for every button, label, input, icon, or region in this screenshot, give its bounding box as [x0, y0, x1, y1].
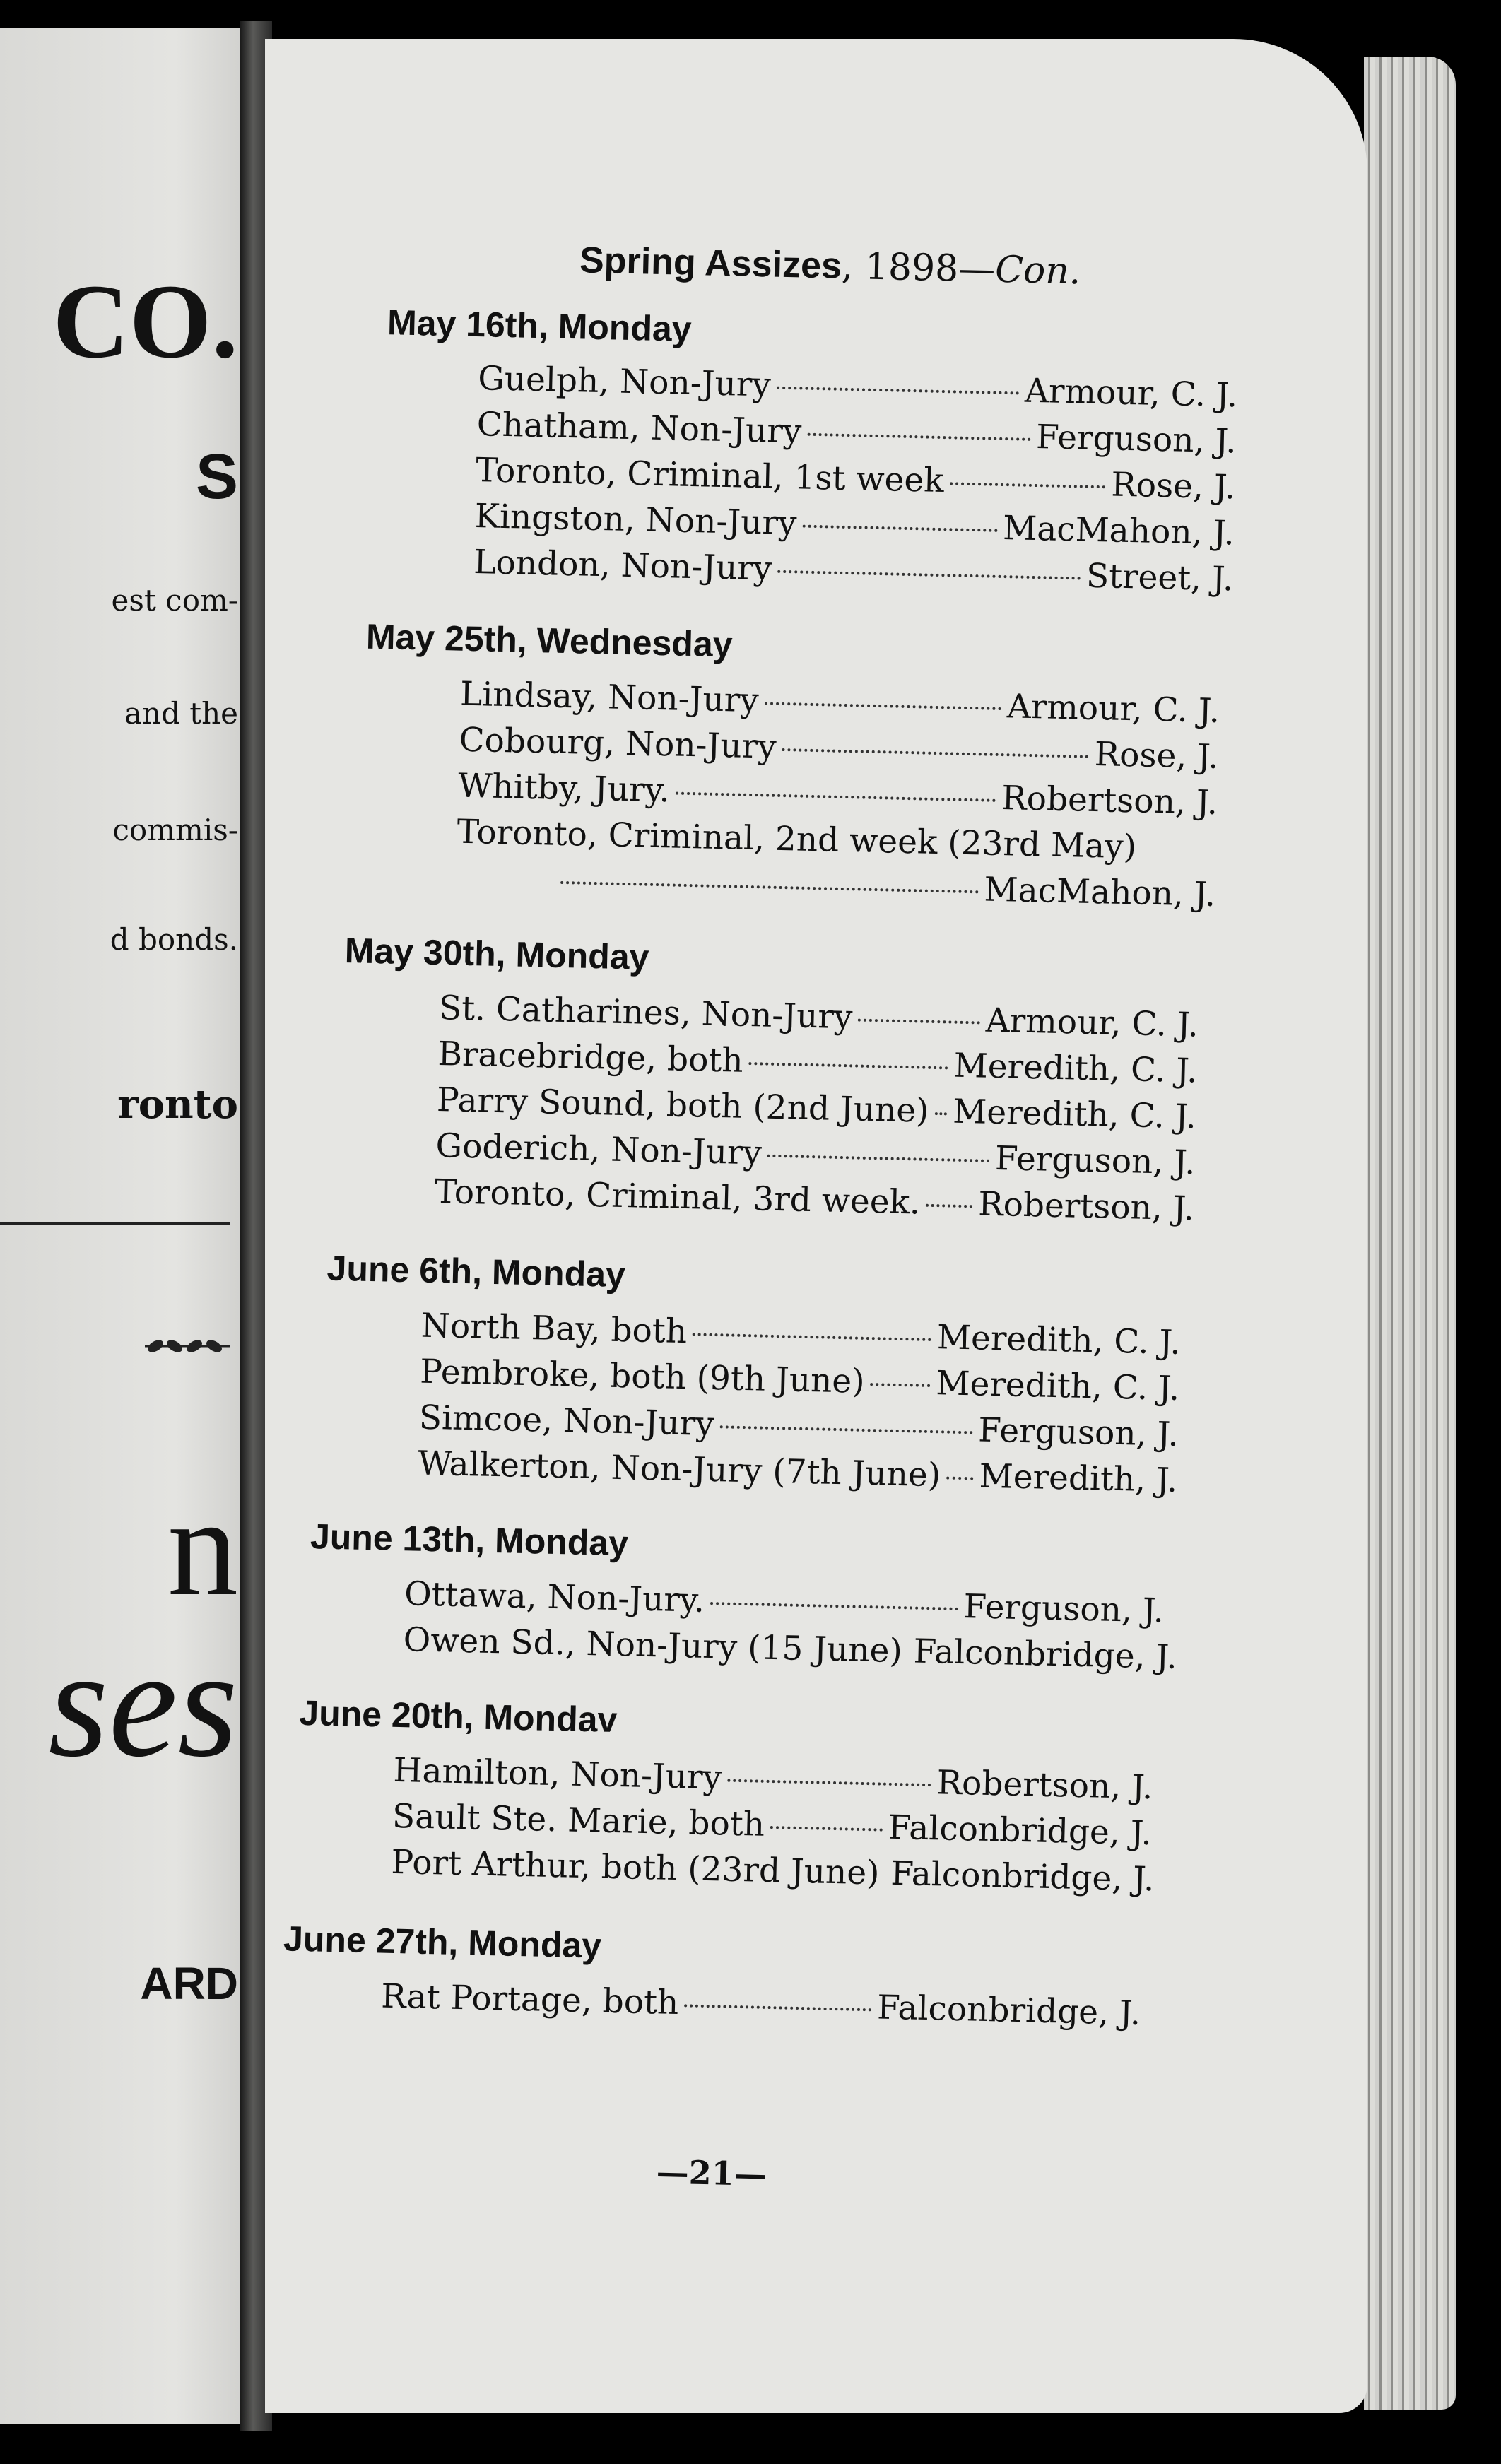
section-day: June 6th, Monday — [326, 1248, 625, 1296]
dot-leader — [782, 748, 1089, 758]
entry-place: Sault Ste. Marie, both — [392, 1797, 765, 1844]
section-day: June 13th, Monday — [310, 1516, 628, 1564]
entry-place: St. Catharines, Non-Jury — [438, 989, 853, 1037]
section-day: June 27th, Monday — [283, 1918, 601, 1966]
entry-judge: Ferguson, J. — [1036, 418, 1237, 461]
entry-judge: Falconbridge, J. — [888, 1808, 1152, 1853]
dot-leader — [807, 433, 1030, 441]
page-title — [579, 239, 1081, 293]
left-page-heading: CO. — [0, 269, 238, 375]
entry-judge: Meredith, C. J. — [953, 1092, 1197, 1137]
entry-place-multiline: Toronto, Criminal, 2nd week (23rd May) — [457, 813, 1137, 867]
dot-leader — [710, 1602, 958, 1610]
dot-leader — [870, 1383, 930, 1387]
left-page-line: and the — [0, 696, 238, 731]
dot-leader — [727, 1779, 931, 1787]
entry-judge: Armour, C. J. — [985, 1001, 1199, 1045]
title-continued: Con. — [995, 249, 1081, 293]
title-main: Spring Assizes — [579, 240, 842, 286]
dot-leader — [770, 1826, 883, 1832]
left-page-footer: ARD — [0, 1957, 238, 2010]
dot-leader — [693, 1333, 931, 1341]
entry-place: London, Non-Jury — [473, 543, 772, 589]
dot-leader — [777, 387, 1019, 395]
entry-judge: Rose, J. — [1111, 465, 1236, 507]
entry-place: Rat Portage, both — [381, 1977, 679, 2023]
dot-leader — [934, 1112, 947, 1115]
entry-place: Chatham, Non-Jury — [476, 405, 802, 451]
left-page-line: commis- — [0, 813, 238, 847]
entry-place: Parry Sound, both (2nd June) — [437, 1080, 930, 1131]
dot-leader — [749, 1062, 948, 1069]
entry-place: Ottawa, Non-Jury. — [404, 1574, 705, 1620]
entry-judge: Street, J. — [1085, 557, 1233, 599]
schedule-entry-continuation — [554, 861, 1215, 918]
entry-judge: Falconbridge, J. — [877, 1988, 1141, 2033]
dot-leader — [950, 482, 1106, 488]
entry-place: Kingston, Non-Jury — [474, 497, 797, 543]
entry-judge: Meredith, C. J. — [953, 1047, 1198, 1091]
dot-leader — [767, 1155, 989, 1162]
entry-place: Guelph, Non-Jury — [478, 359, 772, 404]
dot-leader — [765, 702, 1001, 710]
left-page-subheading: S — [0, 445, 238, 509]
entry-place: Simcoe, Non-Jury — [418, 1398, 714, 1444]
entry-place: Pembroke, both (9th June) — [420, 1352, 865, 1401]
left-page-line: d bonds. — [0, 922, 238, 957]
entry-place: Toronto, Criminal, 1st week — [476, 451, 945, 500]
entry-place: Bracebridge, both — [437, 1034, 743, 1080]
page-number: —21— — [656, 2152, 767, 2193]
entry-judge: Ferguson, J. — [978, 1411, 1179, 1454]
dot-leader — [676, 792, 996, 802]
entry-place: Hamilton, Non-Jury — [393, 1751, 722, 1798]
entry-judge: Armour, C. J. — [1006, 687, 1220, 731]
dot-leader — [777, 570, 1081, 580]
entry-place: Lindsay, Non-Jury — [460, 675, 760, 721]
entry-place: Whitby, Jury. — [458, 767, 671, 810]
left-page-large-letter: n — [0, 1477, 238, 1618]
entry-place: Port Arthur, both (23rd June) — [391, 1843, 880, 1893]
entry-judge: Robertson, J. — [978, 1184, 1195, 1228]
entry-place: Goderich, Non-Jury — [435, 1126, 763, 1172]
dot-leader — [926, 1204, 972, 1208]
entry-judge: Falconbridge, J. — [913, 1632, 1177, 1677]
entry-place: Cobourg, Non-Jury — [459, 721, 777, 767]
dot-leader — [802, 525, 997, 532]
entry-judge: Ferguson, J. — [963, 1587, 1165, 1630]
entry-judge: Rose, J. — [1094, 735, 1219, 777]
entry-judge: Ferguson, J. — [994, 1139, 1196, 1182]
entry-place: Owen Sd., Non-Jury (15 June) — [403, 1620, 902, 1670]
dot-leader — [684, 2004, 871, 2011]
section-day: May 30th, Monday — [344, 930, 649, 978]
left-page-city: ronto — [0, 1081, 238, 1128]
entry-judge: Robertson, J. — [1001, 779, 1218, 823]
entry-place: North Bay, both — [420, 1307, 687, 1352]
entry-place: Walkerton, Non-Jury (7th June) — [418, 1444, 941, 1495]
entry-judge: Robertson, J. — [936, 1763, 1153, 1807]
title-year: , 1898— — [841, 245, 996, 291]
section-day: June 20th, Mondav — [299, 1692, 618, 1740]
entry-judge: MacMahon, J. — [984, 871, 1216, 914]
entry-judge: Armour, C. J. — [1024, 372, 1237, 415]
entry-judge: MacMahon, J. — [1003, 509, 1235, 553]
schedule-entry — [381, 1977, 1141, 2036]
entry-judge: Falconbridge, J. — [890, 1854, 1155, 1899]
left-page-line: est com- — [0, 583, 238, 618]
entry-place: Toronto, Criminal, 3rd week. — [435, 1172, 921, 1222]
dot-leader — [560, 881, 978, 893]
section-day: May 16th, Monday — [387, 302, 692, 350]
dot-leader — [720, 1425, 973, 1434]
entry-judge: Meredith, C. J. — [936, 1364, 1180, 1408]
section-day: May 25th, Wednesday — [365, 616, 733, 666]
left-page-large-script: ses — [0, 1625, 238, 1781]
dot-leader — [946, 1477, 974, 1480]
entry-judge: Meredith, C. J. — [936, 1318, 1181, 1362]
dot-leader — [858, 1019, 980, 1025]
entry-judge: Meredith, J. — [979, 1457, 1178, 1500]
